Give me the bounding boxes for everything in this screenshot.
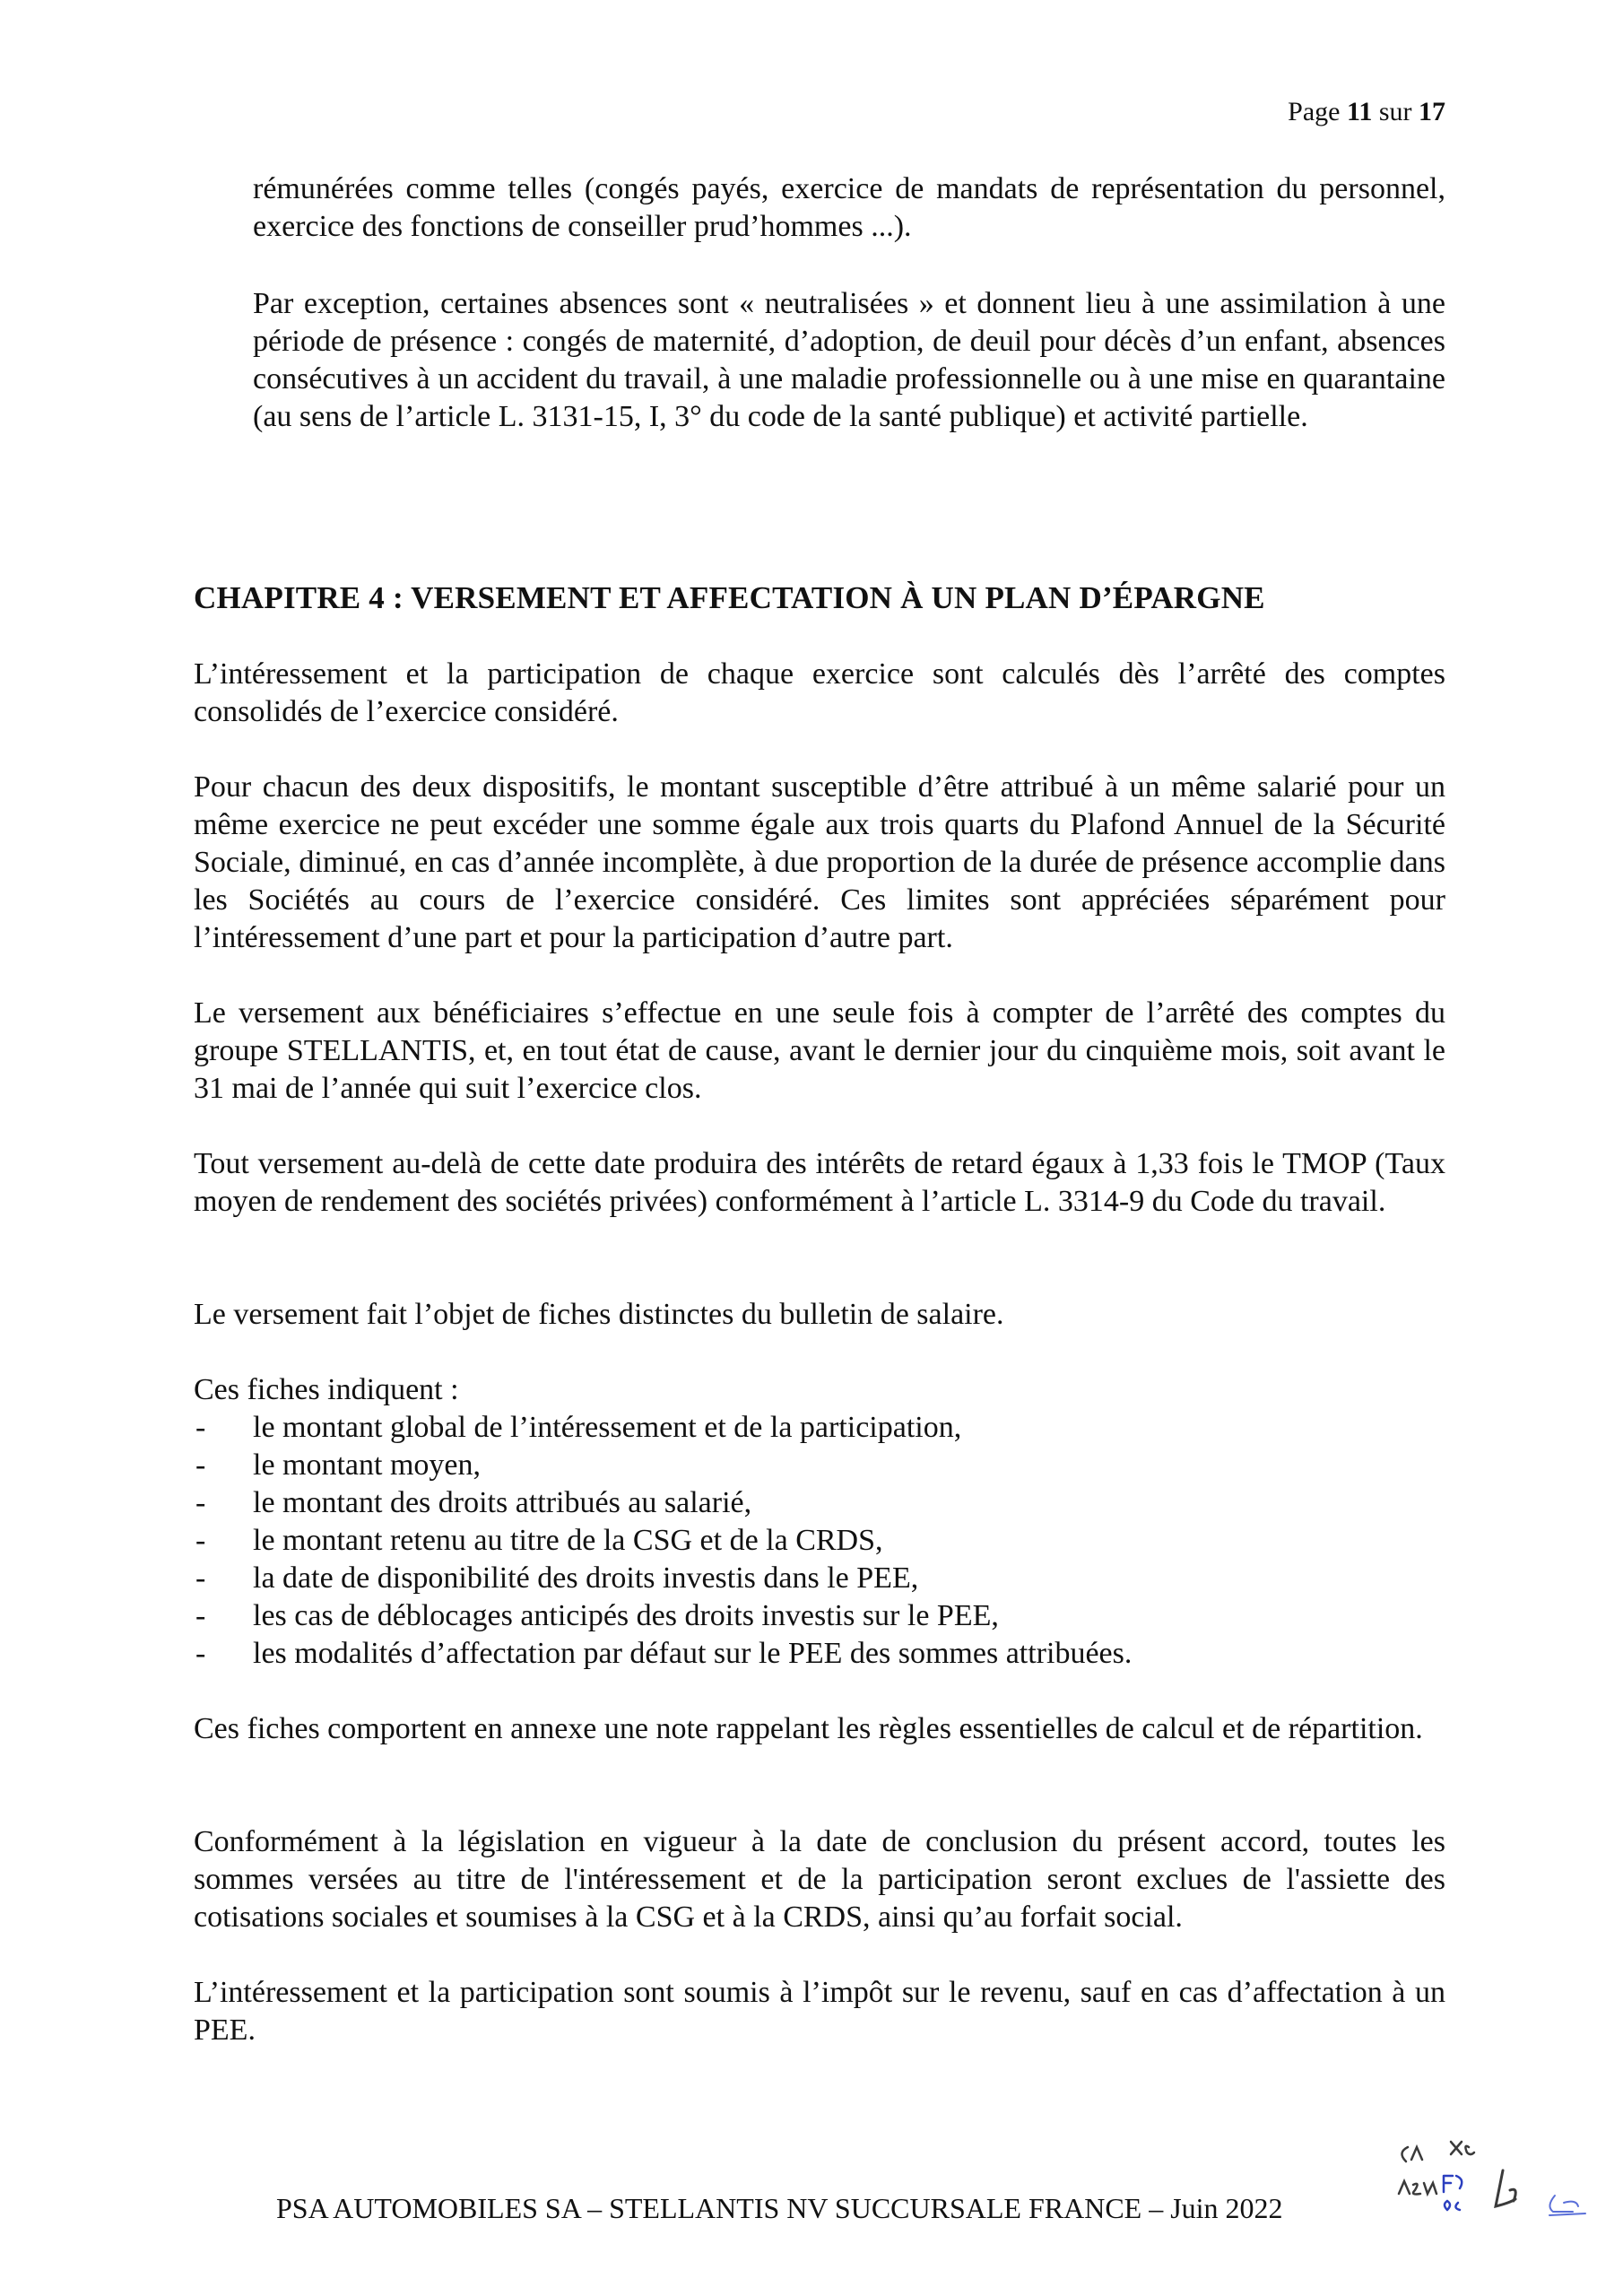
list-dash: - xyxy=(195,1561,206,1595)
list-item: - les cas de déblocages anticipés des droits investis sur le PEE, xyxy=(194,1597,1445,1635)
intro-paragraph-2: Par exception, certaines absences sont « neutralisées » et donnent lieu à une assimilation à une période de présence : congés de maternité, d’adoption, de deuil pour décès d’un enfant, absences consécutives à un accident du travail, à une maladie professionnelle ou à une mise en quarantaine (au sens de l’article L. 3131-15, I, 3° du code de la santé publique) et activité partielle. xyxy=(253,287,1445,433)
list-item: - les modalités d’affectation par défaut sur le PEE des sommes attribuées. xyxy=(194,1635,1445,1673)
page-number xyxy=(1288,97,1445,127)
list-dash: - xyxy=(195,1637,206,1670)
chapter-paragraph-2: Pour chacun des deux dispositifs, le montant susceptible d’être attribué à un même salarié pour un même exercice ne peut excéder une somme égale aux trois quarts du Plafond Annuel de la Sécurité Sociale, diminué, en cas d’année incomplète, à due proportion de la durée de présence accomplie dans les Sociétés au cours de l’exercice considéré. Ces limites sont appréciées séparément pour l’intéressement d’une part et pour la participation d’autre part. xyxy=(194,770,1445,954)
chapter-paragraph-3: Le versement aux bénéficiaires s’effectue en une seule fois à compter de l’arrêté des comptes du groupe STELLANTIS, et, en tout état de cause, avant le dernier jour du cinquième mois, soit avant le 31 mai de l’année qui suit l’exercice clos. xyxy=(194,996,1445,1105)
closing-paragraph-2: Conformément à la législation en vigueur à la date de conclusion du présent accord, toutes les sommes versées au titre de l'intéressement et de la participation seront exclues de l'assiette des cotisations sociales et soumises à la CSG et à la CRDS, ainsi qu’au forfait social. xyxy=(194,1825,1445,1934)
list-dash: - xyxy=(195,1524,206,1557)
list-item: - le montant moyen, xyxy=(194,1447,1445,1484)
list-dash: - xyxy=(195,1599,206,1632)
intro-paragraph-1: rémunérées comme telles (congés payés, exercice de mandats de représentation du personnel, exercice des fonctions de conseiller prud’hommes ...). xyxy=(253,172,1445,243)
list-item: - le montant global de l’intéressement et de la participation, xyxy=(194,1409,1445,1447)
list-intro: Ces fiches indiquent : xyxy=(194,1373,459,1406)
chapter-paragraph-5: Le versement fait l’objet de fiches distinctes du bulletin de salaire. xyxy=(194,1298,1004,1331)
page-label: Page xyxy=(1288,97,1341,126)
closing-paragraph-3: L’intéressement et la participation sont soumis à l’impôt sur le revenu, sauf en cas d’affectation à un PEE. xyxy=(194,1976,1445,2047)
list-item: - la date de disponibilité des droits investis dans le PEE, xyxy=(194,1560,1445,1597)
list-dash: - xyxy=(195,1411,206,1444)
page-total: 17 xyxy=(1419,97,1445,126)
list-section xyxy=(194,1371,1445,1673)
list-item: - le montant retenu au titre de la CSG et de la CRDS, xyxy=(194,1522,1445,1560)
list-dash: - xyxy=(195,1448,206,1482)
chapter-heading: CHAPITRE 4 : VERSEMENT ET AFFECTATION À UN PLAN D’ÉPARGNE xyxy=(194,580,1265,615)
info-list xyxy=(194,1409,1445,1673)
list-dash: - xyxy=(195,1486,206,1519)
closing-paragraph-1: Ces fiches comportent en annexe une note rappelant les règles essentielles de calcul et de répartition. xyxy=(194,1712,1423,1745)
page-current: 11 xyxy=(1346,97,1373,126)
footer: PSA AUTOMOBILES SA – STELLANTIS NV SUCCURSALE FRANCE – Juin 2022 xyxy=(276,2192,1283,2224)
chapter-paragraph-4: Tout versement au-delà de cette date produira des intérêts de retard égaux à 1,33 fois le TMOP (Taux moyen de rendement des sociétés privées) conformément à l’article L. 3314-9 du Code du travail. xyxy=(194,1147,1445,1218)
chapter-paragraph-1: L’intéressement et la participation de chaque exercice sont calculés dès l’arrêté des comptes consolidés de l’exercice considéré. xyxy=(194,657,1445,728)
list-item: - le montant des droits attribués au salarié, xyxy=(194,1484,1445,1522)
handwritten-initials xyxy=(1388,2124,1603,2258)
page-separator: sur xyxy=(1378,97,1412,126)
